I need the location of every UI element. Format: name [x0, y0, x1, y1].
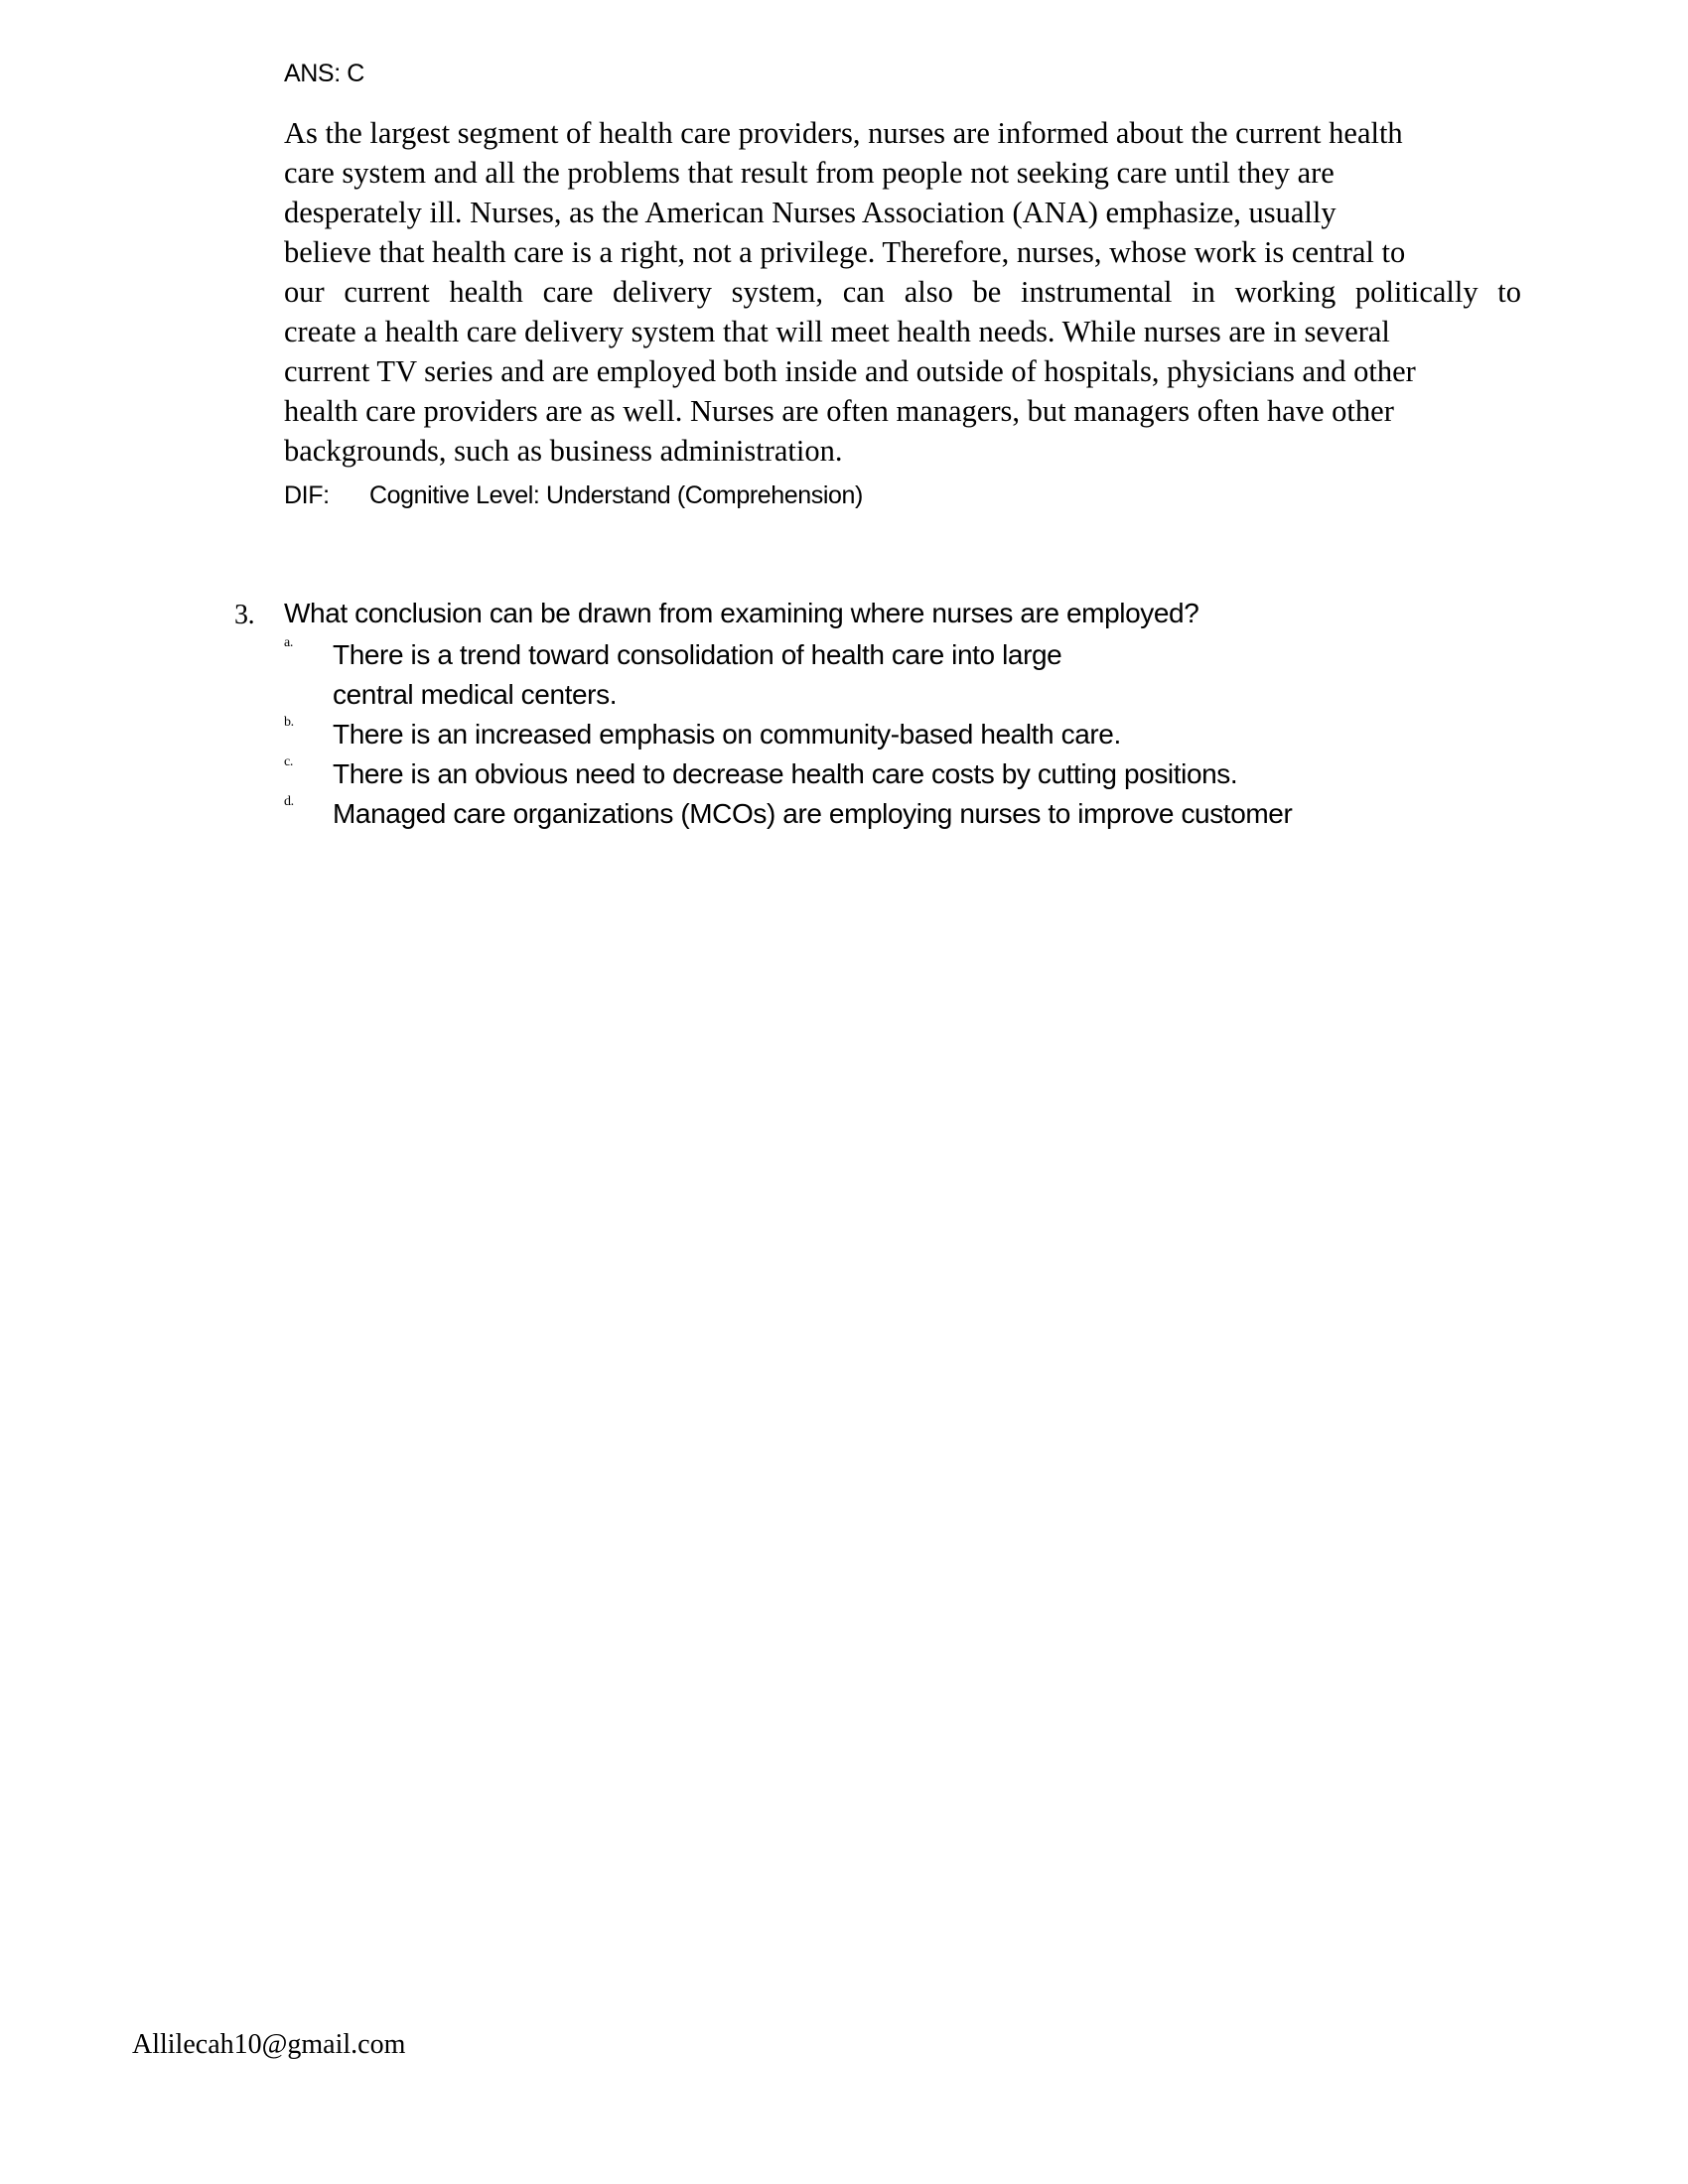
rationale-line: believe that health care is a right, not a privilege. Therefore, nurses, whose work is central to [284, 235, 1406, 269]
rationale-line: create a health care delivery system that will meet health needs. While nurses are in several [284, 315, 1390, 348]
option-letter: d. [284, 794, 294, 809]
rationale-line: desperately ill. Nurses, as the American Nurses Association (ANA) emphasize, usually [284, 196, 1336, 229]
rationale-line: health care providers are as well. Nurses are often managers, but managers often have other [284, 394, 1394, 428]
rationale-line: our current health care delivery system, can also be instrumental in working politically to [284, 275, 1521, 309]
option-text [333, 635, 1061, 715]
rationale-line: backgrounds, such as business administration. [284, 434, 843, 468]
option-line: central medical centers. [333, 679, 618, 710]
question-number: 3. [234, 600, 255, 630]
footer-email: Allilecah10@gmail.com [132, 2029, 406, 2060]
difficulty-line [284, 481, 863, 510]
option-text: Managed care organizations (MCOs) are employing nurses to improve customer [333, 798, 1293, 829]
option-text: There is an increased emphasis on community-based health care. [333, 719, 1121, 750]
rationale-line: As the largest segment of health care providers, nurses are informed about the current health [284, 116, 1403, 150]
option-letter: a. [284, 635, 293, 650]
answer-key: ANS: C [284, 60, 364, 87]
dif-label: DIF: [284, 481, 330, 509]
option-letter: b. [284, 715, 294, 730]
dif-value: Cognitive Level: Understand (Comprehension) [369, 481, 863, 509]
option-text: There is an obvious need to decrease health care costs by cutting positions. [333, 758, 1238, 789]
rationale-line: current TV series and are employed both inside and outside of hospitals, physicians and other [284, 354, 1416, 388]
option-letter: c. [284, 754, 293, 769]
option-line: There is a trend toward consolidation of health care into large [333, 639, 1062, 670]
rationale-paragraph [284, 113, 1521, 471]
rationale-line: care system and all the problems that result from people not seeking care until they are [284, 156, 1335, 190]
question-stem: What conclusion can be drawn from examining where nurses are employed? [284, 598, 1199, 628]
